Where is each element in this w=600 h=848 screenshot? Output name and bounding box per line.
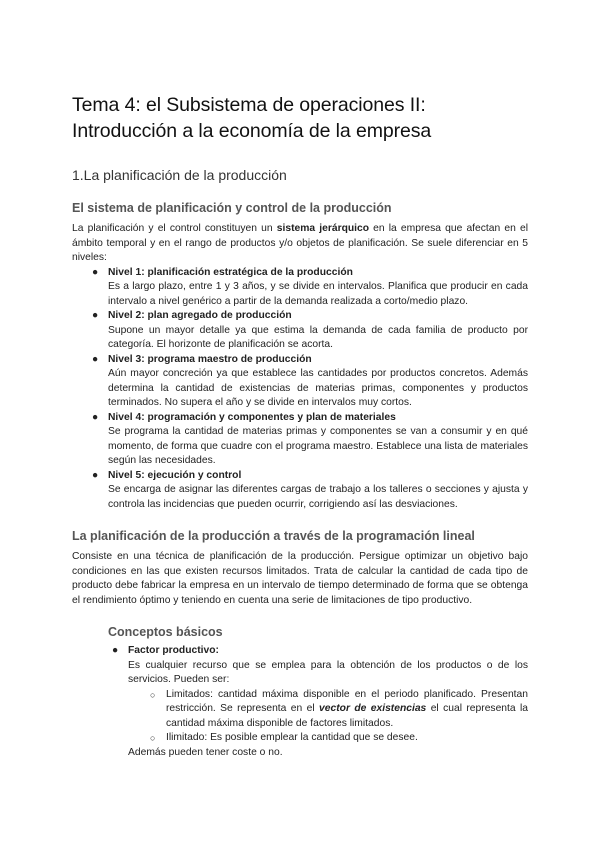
bullet-icon: ● [112, 645, 119, 656]
subheading-sistema: El sistema de planificación y control de la producción [72, 201, 392, 215]
document-title [72, 92, 528, 144]
factor-types-list [128, 688, 528, 746]
vector-existencias: vector de existencias [319, 703, 427, 714]
subheading-programacion-lineal: La planificación de la producción a través de la programación lineal [72, 529, 475, 543]
list-item [150, 731, 528, 746]
list-item [150, 688, 528, 732]
document-page [72, 92, 528, 760]
concept-text: Es cualquier recurso que se emplea para la obtención de los productos o de los servicios. Pueden ser: [128, 659, 528, 685]
intro-paragraph [72, 222, 528, 266]
factor-limitados [166, 688, 528, 732]
intro-text-b: en la empresa que afectan en el ámbito temporal y en el rango de productos y/o objetos de planificación. Se suele diferenciar en 5 niveles: [72, 223, 528, 263]
intro-text-a: La planificación y el control constituyen un [72, 223, 277, 234]
level-text: Supone un mayor detalle ya que estima la demanda de cada familia de producto por categoría. El horizonte de planificación se acorta. [108, 324, 528, 350]
list-item [92, 353, 528, 411]
bullet-icon: ● [92, 469, 99, 481]
factor-ilimitado: Ilimitado: Es posible emplear la cantidad que se desee. [166, 732, 418, 743]
programacion-paragraph: Consiste en una técnica de planificación de la producción. Persigue optimizar un objetivo bajo condiciones en las que existen recursos limitados. Trata de calcular la cantidad de cada tipo de producto debe fabricar la empresa en un intervalo de tiempo determinado de forma que se obtenga el rendimiento óptimo y teniendo en cuenta una serie de limitaciones de tipo productivo. [72, 551, 528, 606]
concepts-block [112, 644, 529, 760]
bullet-icon: ● [92, 310, 99, 321]
level-title: Nivel 4: programación y componentes y plan de materiales [108, 411, 396, 423]
circle-bullet-icon: ○ [150, 689, 156, 700]
limitados-text-b: el cual representa la cantidad máxima disponible de factores limitados. [166, 703, 529, 729]
section-heading-1: 1.La planificación de la producción [72, 167, 287, 183]
bullet-icon: ● [92, 266, 99, 278]
level-text: Se programa la cantidad de materias primas y componentes se van a consumir y en qué momento, de forma que cuadre con el programa maestro. Establece una lista de materiales según las necesidades. [108, 426, 528, 466]
bullet-icon: ● [92, 411, 99, 423]
level-title: Nivel 2: plan agregado de producción [108, 310, 292, 321]
list-item [92, 309, 528, 353]
title-line-2: Introducción a la economía de la empresa [72, 120, 432, 142]
list-item [92, 411, 528, 469]
level-text: Aún mayor concreción ya que establece las cantidades por productos concretos. Además determina la cantidad de existencias de materias primas, componentes y productos terminados. No supera el año y se divide en intervalos muy cortos. [108, 368, 528, 408]
intro-bold: sistema jerárquico [276, 223, 370, 234]
list-item [92, 469, 528, 513]
level-text: Es a largo plazo, entre 1 y 3 años, y se divide en intervalos. Planifica que producir en cada intervalo a nivel genérico a partir de la demanda realizada a corto/medio plazo. [108, 281, 528, 307]
concepts-heading: Conceptos básicos [108, 625, 223, 639]
level-title: Nivel 5: ejecución y control [108, 469, 242, 481]
levels-list [72, 266, 528, 513]
concept-title: Factor productivo: [128, 645, 219, 656]
list-item [92, 266, 528, 310]
limitados-text-a: Limitados: cantidad máxima disponible en el periodo planificado. Presentan restricción. Se representa en el [166, 688, 528, 714]
concept-footer: Además pueden tener coste o no. [128, 746, 283, 758]
title-line-1: Tema 4: el Subsistema de operaciones II: [72, 94, 426, 116]
circle-bullet-icon: ○ [150, 733, 156, 743]
level-text: Se encarga de asignar las diferentes cargas de trabajo a los talleres o secciones y ajusta y controla las incidencias que pueden ocurrir, corrigiendo así las desviaciones. [108, 484, 528, 510]
level-title: Nivel 1: planificación estratégica de la producción [108, 266, 353, 278]
level-title: Nivel 3: programa maestro de producción [108, 353, 312, 365]
bullet-icon: ● [92, 353, 99, 365]
